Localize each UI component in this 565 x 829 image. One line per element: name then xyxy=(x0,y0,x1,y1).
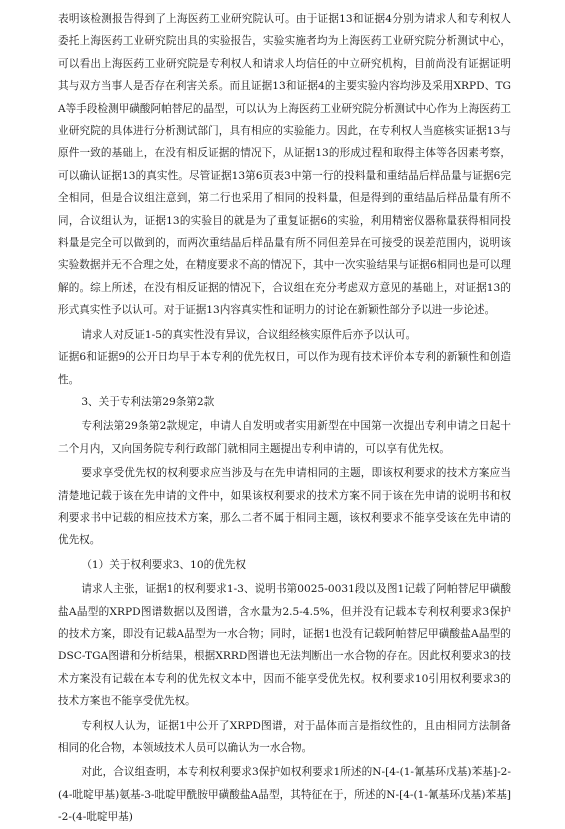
paragraph-evidence-13-discussion: 表明该检测报告得到了上海医药工业研究院认可。由于证据13和证据4分别为请求人和专利权人委托上海医药工业研究院出具的实验报告，实验实施者均为上海医药工业研究院分析测试中心，可以看出上海医药工业研究院是专利权人和请求人均信任的中立研究机构，目前尚没有证据证明其与双方当事人是否存在利害关系。而且证据13和证据4的主要实验内容均涉及采用XRPD、TGA等手段检测甲磺酸阿帕替尼的晶型，可以认为上海医药工业研究院分析测试中心作为上海医药工业研究院的具体进行分析测试部门，具有相应的实验能力。因此，在专利权人当庭核实证据13与原件一致的基础上，在没有相反证据的情况下，从证据13的形成过程和取得主体等各因素考察，可以确认证据13的真实性。尽管证据13第6页表3中第一行的投料量和重结晶后样品量与证据6完全相同，但是合议组注意到，第二行也采用了相同的投料量，但是得到的重结晶后样品量有所不同，合议组认为，证据13的实验目的就是为了重复证据6的实验，利用精密仪器称量获得相同投料量是完全可以做到的，而两次重结晶后样品量有所不同但差异在可接受的误差范围内，说明该实验数据并无不合理之处，在精度要求不高的情况下，其中一次实验结果与证据6相同也是可以理解的。综上所述，在没有相反证据的情况下，合议组在充分考虑双方意见的基础上，对证据13的形式真实性予以认可。对于证据13内容真实性和证明力的讨论在新颖性部分予以进一步论述。 xyxy=(58,13,511,317)
paragraph-publication-dates: 证据6和证据9的公开日均早于本专利的优先权日，可以作为现有技术评价本专利的新颖性和创造性。 xyxy=(58,351,511,386)
subheading-claims-3-10: （1）关于权利要求3、10的优先权 xyxy=(81,558,246,571)
paragraph-counter-evidence: 请求人对反证1-5的真实性没有异议，合议组经核实原件后亦予以认可。 xyxy=(81,328,417,341)
section-heading-article-29: 3、关于专利法第29条第2款 xyxy=(81,395,215,408)
paragraph-patentee-argument: 专利权人认为，证据1中公开了XRPD图谱，对于晶体而言是指纹性的，且由相同方法制备相同的化合物，本领域技术人员可以确认为一水合物。 xyxy=(58,719,511,754)
paragraph-priority-requirements: 要求享受优先权的权利要求应当涉及与在先申请相同的主题，即该权利要求的技术方案应当清楚地记载于该在先申请的文件中，如果该权利要求的技术方案不同于该在先申请的说明书和权利要求书中记载的相应技术方案，那么二者不属于相同主题，该权利要求不能享受该在先申请的优先权。 xyxy=(58,467,511,547)
paragraph-panel-finding: 对此，合议组查明，本专利权利要求3保护如权利要求1所述的N-[4-(1-氰基环戊基)苯基]-2-(4-吡啶甲基)氨基-3-吡啶甲酰胺甲磺酸盐A晶型，其特征在于，所述的N-[4-(1-氰基环戊基)苯基]-2-(4-吡啶甲基) xyxy=(58,766,511,824)
paragraph-requester-argument: 请求人主张，证据1的权利要求1-3、说明书第0025-0031段以及图1记载了阿帕替尼甲磺酸盐A晶型的XRPD图谱数据以及图谱，含水量为2.5-4.5%，但并没有记载本专利权利要求3保护的技术方案，即没有记载A晶型为一水合物；同时，证据1也没有记载阿帕替尼甲磺酸盐A晶型的DSC-TGA图谱和分析结果，根据XRRD图谱也无法判断出一水合物的存在。因此权利要求3的技术方案没有记载在本专利的优先权文本中，因而不能享受优先权。权利要求10引用权利要求3的技术方案也不能享受优先权。 xyxy=(58,583,511,708)
paragraph-article-29-rule: 专利法第29条第2款规定，申请人自发明或者实用新型在中国第一次提出专利申请之日起十二个月内，又向国务院专利行政部门就相同主题提出专利申请的，可以享有优先权。 xyxy=(58,420,511,455)
